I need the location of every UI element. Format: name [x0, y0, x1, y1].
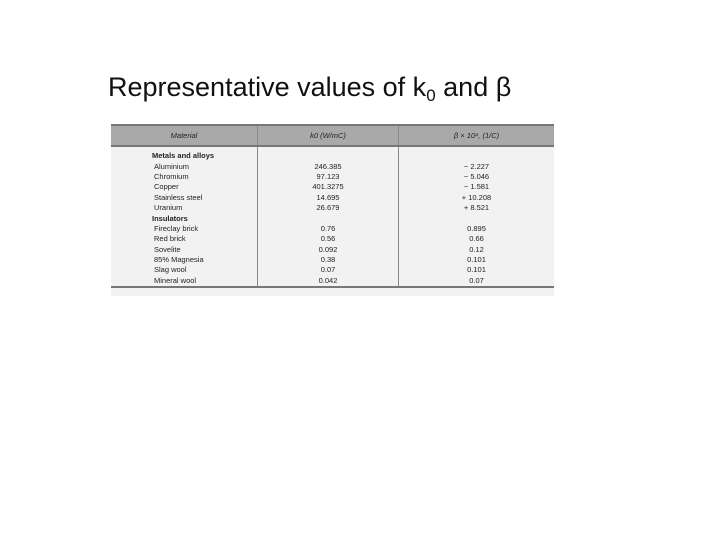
properties-table-image	[111, 124, 554, 296]
material-cell: Fireclay brick	[154, 223, 199, 233]
material-cell: Copper	[154, 182, 179, 192]
title-tail: and β	[435, 72, 512, 102]
k0-cell: 0.07	[258, 265, 399, 275]
beta-cell: 0.101	[399, 255, 555, 265]
beta-cell: 0.07	[399, 276, 555, 287]
table-row	[111, 203, 554, 213]
k0-cell: 246.385	[258, 161, 399, 171]
header-beta: β × 10⁴, (1/C)	[399, 125, 555, 146]
table-row	[111, 255, 554, 265]
material-cell: Sovelite	[154, 244, 181, 254]
material-cell: 85% Magnesia	[154, 255, 204, 265]
k0-cell: 0.76	[258, 224, 399, 234]
header-material: Material	[111, 125, 258, 146]
header-k0: k0 (W/mC)	[258, 125, 399, 146]
material-cell: Slag wool	[154, 265, 187, 275]
beta-cell: + 8.521	[399, 203, 555, 213]
beta-cell: − 5.046	[399, 172, 555, 182]
properties-table	[111, 124, 554, 288]
beta-cell: 0.12	[399, 245, 555, 255]
material-cell: Mineral wool	[111, 276, 258, 287]
material-cell: Aluminium	[154, 161, 190, 171]
table-row	[111, 224, 554, 234]
slide-title	[108, 72, 511, 106]
table-row	[111, 234, 554, 244]
table-row	[111, 276, 554, 287]
beta-cell: − 1.581	[399, 182, 555, 192]
table-header-row	[111, 125, 554, 146]
beta-cell: 0.895	[399, 224, 555, 234]
table-row	[111, 265, 554, 275]
table-row	[111, 193, 554, 203]
section-row-insulators	[111, 213, 554, 223]
k0-cell: 97.123	[258, 172, 399, 182]
k0-cell: 26.679	[258, 203, 399, 213]
table-row	[111, 245, 554, 255]
k0-cell: 14.695	[258, 193, 399, 203]
material-cell: Stainless steel	[154, 192, 203, 202]
k0-cell: 0.56	[258, 234, 399, 244]
title-subscript: 0	[426, 86, 436, 105]
k0-cell: 0.38	[258, 255, 399, 265]
beta-cell: + 10.208	[399, 193, 555, 203]
section-heading-insulators: Insulators	[152, 213, 188, 223]
beta-cell: − 2.227	[399, 161, 555, 171]
beta-cell: 0.66	[399, 234, 555, 244]
k0-cell: 401.3275	[258, 182, 399, 192]
beta-cell: 0.101	[399, 265, 555, 275]
material-cell: Red brick	[154, 234, 186, 244]
k0-cell: 0.092	[258, 245, 399, 255]
material-cell: Chromium	[154, 171, 189, 181]
material-cell: Uranium	[154, 203, 183, 213]
title-main: Representative values of k	[108, 72, 427, 102]
section-heading-metals: Metals and alloys	[152, 151, 215, 161]
table-row	[111, 172, 554, 182]
table-row	[111, 182, 554, 192]
table-row	[111, 161, 554, 171]
k0-cell: 0.042	[258, 276, 399, 287]
section-row-metals	[111, 151, 554, 161]
